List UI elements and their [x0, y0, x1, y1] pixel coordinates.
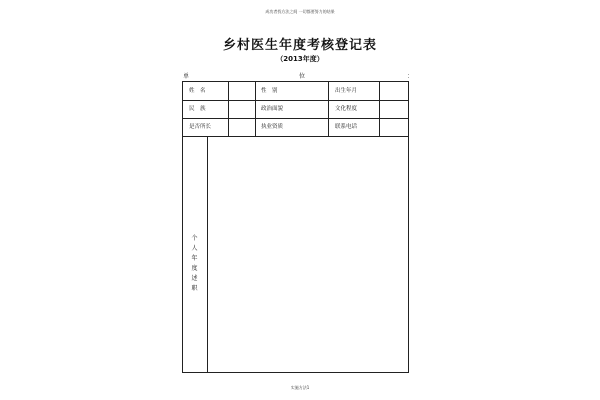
top-note: 成功者找方法之间 一切都要努力的结果: [265, 9, 335, 14]
label-education: 文化程度: [335, 106, 358, 112]
unit-label-1: 单: [183, 73, 190, 80]
label-political: 政治面貌: [261, 106, 284, 112]
label-qualification: 执业资质: [261, 124, 284, 130]
col-divider-4: [379, 82, 380, 136]
label-phone: 联系电话: [335, 124, 358, 130]
col-divider-1: [228, 82, 229, 136]
row-divider-3: [183, 136, 408, 137]
footer-page: 实施方法1: [290, 385, 310, 390]
statement-label: [187, 234, 210, 294]
label-birth: 出生年月: [335, 88, 358, 94]
col-divider-3: [328, 82, 329, 136]
label-head: 是否所长: [189, 124, 212, 130]
unit-row: [183, 71, 413, 80]
page-subtitle: （2013年度）: [276, 55, 324, 63]
unit-colon: ：: [406, 73, 413, 80]
row-divider-2: [183, 118, 408, 119]
unit-label-2: 位: [299, 73, 306, 80]
registration-form: [182, 81, 409, 373]
statement-line-3: 述 职: [191, 275, 210, 292]
statement-line-2: 年 度: [191, 255, 210, 272]
row-divider-1: [183, 100, 408, 101]
statement-line-1: 个 人: [191, 235, 210, 252]
page-title: 乡村医生年度考核登记表: [222, 38, 377, 53]
label-name: 姓 名: [189, 88, 206, 94]
label-gender: 性 别: [261, 88, 278, 94]
label-ethnicity: 民 族: [189, 106, 206, 112]
col-divider-2: [255, 82, 256, 136]
